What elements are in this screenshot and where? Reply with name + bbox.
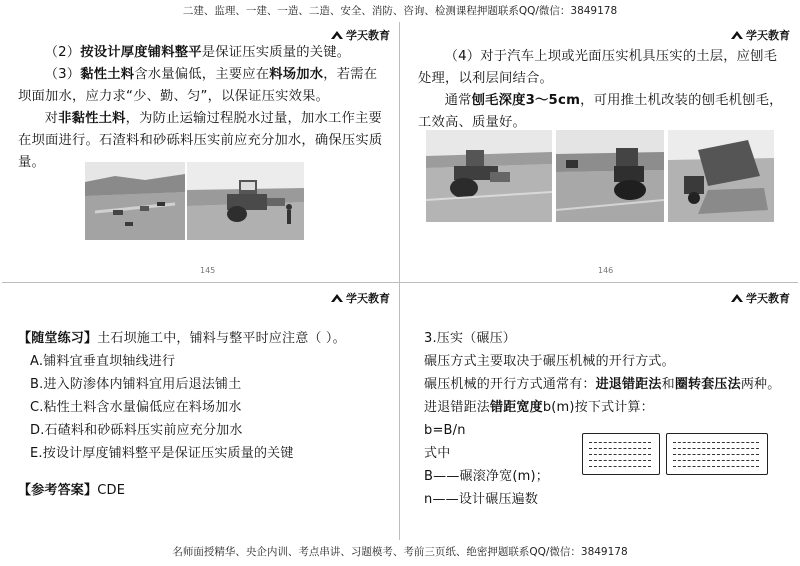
compaction-text bbox=[424, 327, 788, 511]
brand-logo bbox=[731, 27, 790, 43]
practice-text bbox=[18, 327, 388, 502]
forward-backward-diagram bbox=[582, 433, 660, 475]
roller-photo bbox=[187, 162, 304, 240]
page-header: 二建、监理、一建、一造、二造、安全、消防、咨询、检测课程押题联系QQ/微信：3849178 bbox=[182, 5, 618, 17]
road-roller-photo bbox=[556, 130, 664, 222]
page-number: 145 bbox=[200, 266, 216, 275]
slide-146-text bbox=[418, 46, 788, 134]
answer: 【参考答案】CDE bbox=[18, 483, 126, 498]
paragraph-scarify: 通常刨毛深度3～5cm，可用推土机改装的刨毛机刨毛，工效高、质量好。 bbox=[418, 93, 783, 130]
brand-logo bbox=[731, 290, 790, 306]
brand-name: 学天教育 bbox=[346, 292, 390, 305]
practice-slide bbox=[2, 285, 398, 540]
brand-mark-icon bbox=[731, 293, 743, 303]
compaction-slide bbox=[402, 285, 798, 540]
paragraph-3: （3）黏性土料含水量偏低，主要应在料场加水，若需在坝面加水，应力求“少、勤、匀”，以保证压实效果。 bbox=[18, 67, 378, 104]
vertical-divider bbox=[399, 22, 400, 540]
where-label: 式中 bbox=[424, 446, 451, 461]
paragraph-4: （4）对于汽车上坝或光面压实机具压实的土层，应刨毛处理，以利层间结合。 bbox=[418, 49, 778, 86]
paragraph-nonclay: 对非黏性土料，为防止运输过程脱水过量，加水工作主要在坝面进行。石渣料和砂砾料压实前应充分加水，确保压实质量。 bbox=[18, 111, 383, 170]
formula: b=B/n bbox=[424, 423, 466, 438]
brand-logo bbox=[331, 290, 390, 306]
def-B: B——碾滚净宽(m)； bbox=[424, 469, 549, 484]
brand-name: 学天教育 bbox=[746, 29, 790, 42]
slide-145-text bbox=[18, 42, 388, 174]
line-modes: 碾压机械的开行方式通常有：进退错距法和圈转套压法两种。 bbox=[424, 377, 781, 392]
option-e: E.按设计厚度铺料整平是保证压实质量的关键 bbox=[30, 446, 294, 461]
def-n: n——设计碾压遍数 bbox=[424, 492, 539, 507]
slide-146 bbox=[402, 22, 798, 281]
roller-field-photo bbox=[426, 130, 552, 222]
page-footer: 名师面授精华、央企内训、考点串讲、习题模考、考前三页纸、绝密押题联系QQ/微信：3849178 bbox=[172, 546, 628, 558]
dam-site-photo bbox=[85, 162, 185, 240]
question: 【随堂练习】土石坝施工中，铺料与整平时应注意（ ）。 bbox=[18, 331, 346, 346]
brand-mark-icon bbox=[331, 293, 343, 303]
option-b: B.进入防渗体内铺料宜用后退法铺土 bbox=[30, 377, 242, 392]
brand-mark-icon bbox=[331, 30, 343, 40]
dump-truck-photo bbox=[668, 130, 774, 222]
brand-name: 学天教育 bbox=[346, 29, 390, 42]
option-a: A.铺料宜垂直坝轴线进行 bbox=[30, 354, 176, 369]
option-c: C.粘性土料含水量偏低应在料场加水 bbox=[30, 400, 242, 415]
circular-overlap-diagram bbox=[666, 433, 768, 475]
brand-name: 学天教育 bbox=[746, 292, 790, 305]
horizontal-divider bbox=[2, 282, 798, 283]
brand-mark-icon bbox=[731, 30, 743, 40]
section-title: 3.压实（碾压） bbox=[424, 331, 517, 346]
brand-logo bbox=[331, 27, 390, 43]
line-method: 碾压方式主要取决于碾压机械的开行方式。 bbox=[424, 354, 675, 369]
option-d: D.石碴料和砂砾料压实前应充分加水 bbox=[30, 423, 243, 438]
line-offset: 进退错距法错距宽度b(m)按下式计算： bbox=[424, 400, 654, 415]
slide-145 bbox=[2, 22, 398, 281]
page-number: 146 bbox=[598, 266, 614, 275]
paragraph-2: （2）按设计厚度铺料整平是保证压实质量的关键。 bbox=[44, 45, 351, 60]
